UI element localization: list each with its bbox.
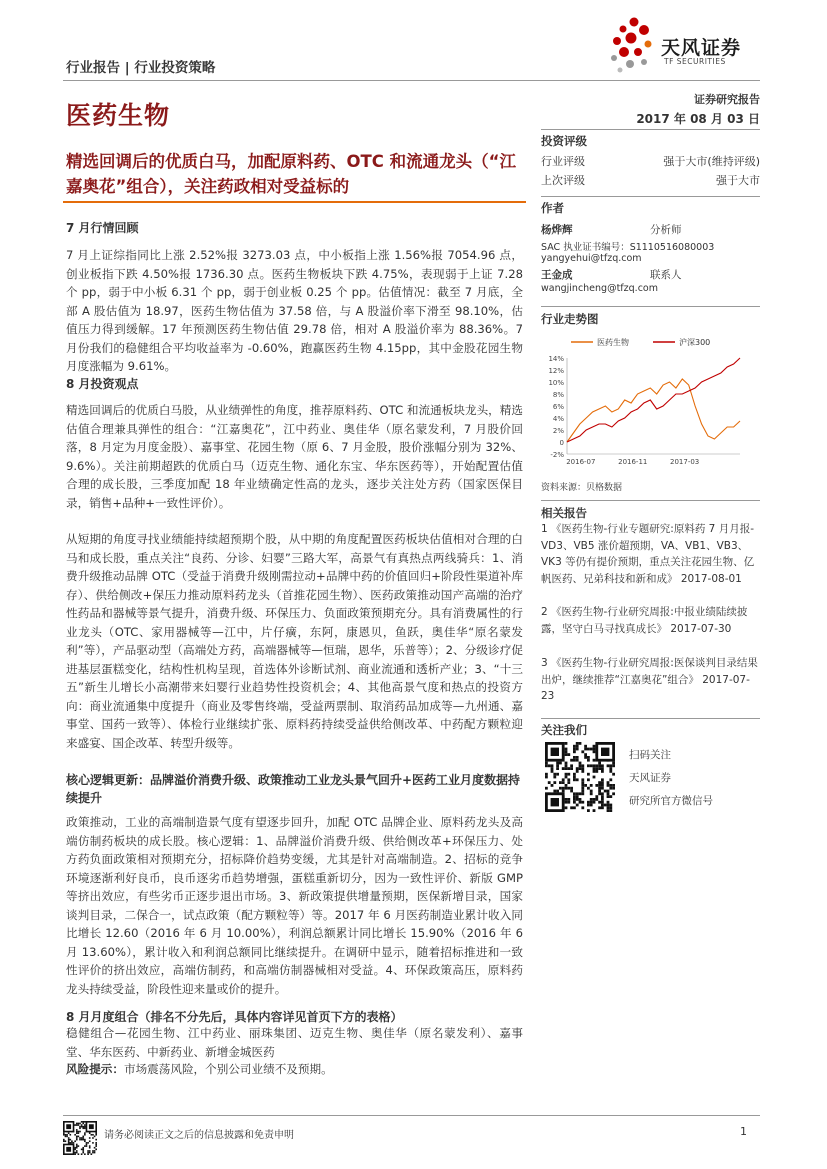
july-review-title: 7 月行情回顾 — [66, 221, 139, 235]
author2-role: 联系人 — [650, 269, 682, 281]
tf-logo-icon — [606, 16, 658, 78]
wechat-qr-icon[interactable] — [545, 742, 615, 812]
risk-line — [66, 1060, 523, 1079]
industry-rating-value: 强于大市(维持评级) — [663, 155, 760, 168]
report-date: 2017 年 08 月 03 日 — [636, 112, 760, 126]
headline-rule — [63, 201, 526, 203]
sidebar-rule-top — [541, 129, 760, 130]
sidebar-rule-follow — [541, 718, 760, 719]
sector-title: 医药生物 — [66, 101, 171, 130]
author1-name: 杨烨辉 — [541, 224, 573, 236]
follow-line-1: 扫码关注 — [629, 749, 671, 761]
july-review-body: 7 月上证综指同比上涨 2.52%报 3273.03 点，中小板指上涨 1.56%报 7054.96 点，创业板指下跌 4.50%报 1736.30 点。医药生物板块下跌 4.75%，表现弱于上证 7.28 个 pp，弱于中小板 6.31 个 pp，弱于创业板 0.25 个 pp。估值情况：截至 7 月底，全部 A 股估值为 18.97，医药生物估值为 37.58 倍，与 A 股溢价率下滑至 98.10%，估值压力得到缓解。17 年预测医药生物估值 29.78 倍，相对 A 股溢价率为 88.36%。7 月份我们的稳健组合平均收益率为 -0.60%，跑赢医药生物 4.15pp，其中金股花园生物月度涨幅为 9.61%。 — [66, 248, 523, 373]
chart-source: 资料来源：贝格数据 — [541, 483, 623, 493]
series-line-2 — [567, 358, 740, 442]
y-tick-label: 12% — [548, 367, 564, 375]
x-tick-label: 2017-03 — [670, 458, 700, 466]
page-number: 1 — [740, 1125, 747, 1138]
rating-title: 投资评级 — [541, 134, 587, 148]
header-divider — [63, 80, 760, 81]
risk-text: 市场震荡风险，个别公司业绩不及预期。 — [123, 1062, 333, 1076]
sidebar-rule-related — [541, 500, 760, 501]
y-tick-label: 14% — [548, 355, 564, 363]
related-title: 相关报告 — [541, 506, 587, 520]
aug-view-para1: 精选回调后的优质白马股，从业绩弹性的角度，推荐原料药、OTC 和流通板块龙头，精选估值合理兼具弹性的组合：“江嘉奥花”，江中药业、奥佳华（原名蒙发利，7 月股价回落，8 月定为月度金股）、嘉事堂、花园生物（原 6、7 月金股，股价涨幅分别为 32%、9.6%）。关注前期超跌的优质白马（迈克生物、通化东宝、华东医药等），开始配置估值合理的成长股，三季度加配 18 年业绩确定性高的龙头，逐步关注处方药（国家医保目录，销售+品种+一致性评价）。 — [66, 403, 523, 510]
last-rating-value: 强于大市 — [716, 174, 760, 187]
y-tick-label: 0 — [559, 439, 564, 447]
y-tick-label: 2% — [552, 427, 564, 435]
y-tick-label: 4% — [552, 415, 564, 423]
author1-email[interactable]: yangyehui@tfzq.com — [541, 253, 642, 264]
y-tick-label: 8% — [552, 391, 564, 399]
y-tick-label: 10% — [548, 379, 564, 387]
aug-view-para2: 从短期的角度寻找业绩能持续超预期个股，从中期的角度配置医药板块估值相对合理的白马和成长股，重点关注“良药、分诊、妇婴”三路大军，高景气有真热点两线骑兵：1、消费升级推动品牌 OTC（受益于消费升级刚需拉动+品牌中药的价值回归+阶段性渠道补库存）、供给侧改+保压力推动原料药龙头（首推花园生物）、医药政策推动国产高端的治疗性药品和器械等景气提升，消费升级、环保压力、负面政策预期充分。具有消费属性的行业龙头（OTC、家用器械等—江中，片仔癀，东阿，康恩贝，鱼跃，奥佳华“原名蒙发利”等），产品驱动型（高端处方药，高端器械等—恒瑞，恩华，乐普等）；2、分级诊疗促进基层蛋糕变化，结构性机构呈现，首选体外诊断试剂、商业流通和透析产业；3、“十三五”新生儿增长小高潮带来妇婴行业趋势性投资机会；4、其他高景气度和热点的投资方向：商业流通集中度提升（商业及零售终端，受益两票制、取消药品加成等—九州通、嘉事堂、国药一致等）、体检行业继续扩张、原料药持续受益供给侧改革、中药配方颗粒迎来盛宴、国企改革、转型升级等。 — [66, 532, 523, 750]
aug-portfolio-body: 稳健组合—花园生物、江中药业、丽珠集团、迈克生物、奥佳华（原名蒙发利）、嘉事堂、华东医药、中新药业、新增金城医药 — [66, 1026, 523, 1059]
report-type: 行业报告 | 行业投资策略 — [66, 60, 216, 76]
series-line-1 — [567, 379, 740, 442]
related-item-1[interactable]: 1 《医药生物-行业专题研究:原料药 7 月月报-VD3、VB5 涨价超预期，VA、VB1、VB3、VK3 等仍有提价预期，重点关注花园生物、亿帆医药、兄弟科技和新和成》 2017-08-01 — [541, 523, 755, 585]
logo-text-en: TF SECURITIES — [664, 57, 726, 66]
report-tag: 证券研究报告 — [694, 93, 760, 106]
authors-title: 作者 — [541, 201, 564, 215]
author2-name: 王金成 — [541, 269, 573, 281]
logo-text-cn: 天风证券 — [661, 37, 742, 59]
trend-chart — [541, 332, 760, 470]
footer-disclaimer: 请务必阅读正文之后的信息披露和免责申明 — [104, 1130, 294, 1141]
author1-role: 分析师 — [650, 224, 682, 236]
author1-cert: SAC 执业证书编号：S1110516080003 — [541, 242, 715, 253]
x-tick-label: 2016-11 — [618, 458, 648, 466]
follow-line-2: 天风证券 — [629, 772, 671, 784]
aug-portfolio-title: 8 月月度组合（排名不分先后，具体内容详见首页下方的表格） — [66, 1010, 403, 1024]
x-tick-label: 2016-07 — [566, 458, 596, 466]
core-logic-title: 核心逻辑更新：品牌溢价消费升级、政策推动工业龙头景气回升+医药工业月度数据持续提升 — [66, 773, 521, 805]
aug-view-title: 8 月投资观点 — [66, 377, 139, 391]
related-item-3[interactable]: 3 《医药生物-行业研究周报:医保谈判目录结果出炉，继续推荐“江嘉奥花”组合》 2017-07-23 — [541, 657, 758, 702]
sidebar-rule-authors — [541, 196, 760, 197]
author2-email[interactable]: wangjincheng@tfzq.com — [541, 283, 658, 294]
related-item-2[interactable]: 2 《医药生物-行业研究周报:中报业绩陆续披露，坚守白马寻找真成长》 2017-07-30 — [541, 606, 748, 635]
footer-qr-icon[interactable] — [63, 1121, 97, 1155]
legend-label: 沪深300 — [679, 338, 711, 347]
core-logic-body: 政策推动，工业的高端制造景气度有望逐步回升，加配 OTC 品牌企业、原料药龙头及高端仿制药板块的成长股。核心逻辑：1、品牌溢价消费升级、供给侧改革+环保压力、处方药负面政策相对预期充分，招标降价趋势变缓，尤其是针对高端制造。2、招标的竞争环境逐渐利好良币，良币逐劣币趋势增强，蛋糕重新切分，因为一致性评价、新版 GMP 等挤出效应，有些劣币正逐步退出市场。3、新政策提供增量预期，医保新增目录，国家谈判目录，二保合一，试点政策（配方颗粒等）等。2017 年 6 月医药制造业累计收入同比增长 12.60（2016 年 6 月 10.00%），利润总额累计同比增长 15.90%（2016 年 6 月 13.60%），累计收入和利润总额同比继续提升。在调研中显示，随着招标推进和一致性评价的挤出效应，高端仿制药，和高端仿制器械相对受益。4、环保政策高压，原料药龙头持续受益，阶段性迎来量或价的提升。 — [66, 815, 523, 996]
last-rating-label: 上次评级 — [541, 174, 585, 187]
trend-title: 行业走势图 — [541, 312, 599, 326]
follow-line-3: 研究所官方微信号 — [629, 795, 713, 807]
legend-label: 医药生物 — [597, 338, 629, 347]
headline: 精选回调后的优质白马，加配原料药、OTC 和流通龙头（“江嘉奥花”组合），关注药政相对受益标的 — [66, 152, 516, 196]
risk-label: 风险提示： — [66, 1062, 124, 1076]
follow-title: 关注我们 — [541, 723, 587, 737]
y-tick-label: -2% — [550, 451, 564, 459]
sidebar-rule-trend — [541, 306, 760, 307]
y-tick-label: 6% — [552, 403, 564, 411]
industry-rating-label: 行业评级 — [541, 155, 585, 168]
footer-rule — [63, 1115, 760, 1116]
